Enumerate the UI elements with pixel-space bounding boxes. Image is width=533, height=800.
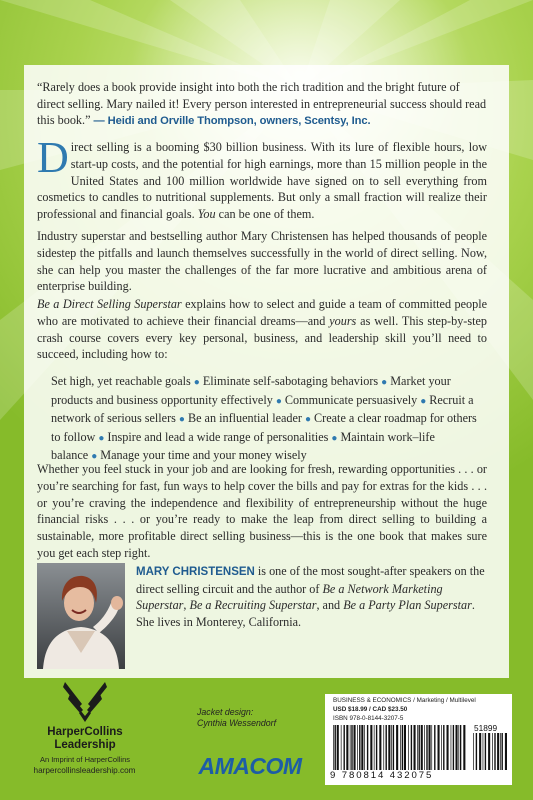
barcode-icon xyxy=(332,725,467,770)
author-bio: MARY CHRISTENSEN is one of the most sought-after speakers on the direct selling circuit and the author of Be a Network Marketing Superstar, Be a Recruiting Superstar, and Be a Party Plan Superstar. She lives in Monterey, California. xyxy=(136,564,485,629)
description-paragraph-4: Whether you feel stuck in your job and are looking for fresh, rewarding opportunities . . . or you’re searching for fast, fun ways to help cover the bills and pay for extras for the kids . . . or you’re craving the independence and flexibility of entrepreneurship without the huge financial risks . . . or you’re ready to make the leap from direct selling to building a sustainable, more profitable direct selling business—this is the one book that makes sure you get each step right. xyxy=(37,462,487,560)
bullet-icon: ● xyxy=(275,395,282,407)
bullet-icon: ● xyxy=(178,414,185,426)
bullet-icon: ● xyxy=(193,377,200,388)
jacket-designer: Cynthia Wessendorf xyxy=(197,718,277,728)
list-item: Communicate persuasively xyxy=(284,392,418,407)
book-price: USD $18.99 / CAD $23.50 xyxy=(333,706,408,713)
author-photo xyxy=(37,563,125,669)
list-item: Market your products and business opportunity effectively xyxy=(51,374,451,407)
list-item: Manage your time and your money wisely xyxy=(100,448,307,463)
book-title: Be a Direct Selling Superstar xyxy=(37,297,182,311)
skills-list xyxy=(51,373,483,466)
quote-attribution: — Heidi and Orville Thompson, owners, Scentsy, Inc. xyxy=(93,115,371,128)
amacom-logo: AMACOM xyxy=(198,753,302,779)
bullet-icon: ● xyxy=(91,451,98,463)
drop-cap: D xyxy=(37,133,69,182)
bullet-icon: ● xyxy=(420,395,427,407)
list-item: Maintain work–life balance xyxy=(51,429,435,463)
jacket-credit xyxy=(197,707,287,729)
list-item: Inspire and lead a wide range of personalities xyxy=(107,429,329,444)
barcode-addon-number: 51899 xyxy=(474,723,498,733)
publisher-imprint: An Imprint of HarperCollins xyxy=(39,755,131,764)
list-item: Create a clear roadmap for others to follow xyxy=(51,411,477,444)
bullet-icon: ● xyxy=(305,414,312,426)
description-paragraph-3: Be a Direct Selling Superstar explains how to select and guide a team of committed people who are motivated to achieve their financial dreams—and yours as well. This step-by-step crash course covers every key personal, business, and leadership skill you’ll need to succeed, including how to: xyxy=(37,297,487,362)
description-paragraph-2: Industry superstar and bestselling author Mary Christensen has helped thousands of people sidestep the pitfalls and launch themselves successfully in the world of direct selling. Now, she can help you master the challenges of the far more lucrative and ambitious arena of enterprise building. xyxy=(37,229,487,294)
bullet-icon: ● xyxy=(381,377,388,388)
harpercollins-logo-icon xyxy=(62,680,108,724)
publisher-url: harpercollinsleadership.com xyxy=(33,766,136,775)
jacket-label: Jacket design: xyxy=(197,707,254,717)
list-item: Eliminate self-sabotaging behaviors xyxy=(202,374,379,388)
barcode-number: 9 780814 432075 xyxy=(330,770,434,781)
bullet-icon: ● xyxy=(98,432,105,444)
book-category: BUSINESS & ECONOMICS / Marketing / Multilevel xyxy=(333,697,476,704)
list-item: Recruit a network of serious sellers xyxy=(51,392,474,426)
barcode-addon-icon xyxy=(472,733,508,770)
publisher-name: HarperCollins Leadership xyxy=(47,726,123,751)
description-paragraph-1: Direct selling is a booming $30 billion business. With its lure of flexible hours, low start-up costs, and the potential for high earnings, more than 15 million people in the United States and 100 million worldwide have signed on to sell everything from cosmetics to candles to nutritional supplements. But only a small fraction will realize their professional and financial goals. You can be one of them. xyxy=(37,133,487,222)
list-item: Set high, yet reachable goals xyxy=(51,374,191,388)
book-isbn: ISBN 978-0-8144-3207-5 xyxy=(333,715,404,722)
quote-text: “Rarely does a book provide insight into both the rich tradition and the bright future of direct selling. Mary nailed it! Every person interested in entrepreneurial success should read this book.” xyxy=(37,80,487,128)
author-name: MARY CHRISTENSEN xyxy=(136,566,255,578)
endorsement-quote xyxy=(37,79,487,130)
list-item: Be an influential leader xyxy=(187,411,302,426)
bullet-icon: ● xyxy=(331,432,338,444)
